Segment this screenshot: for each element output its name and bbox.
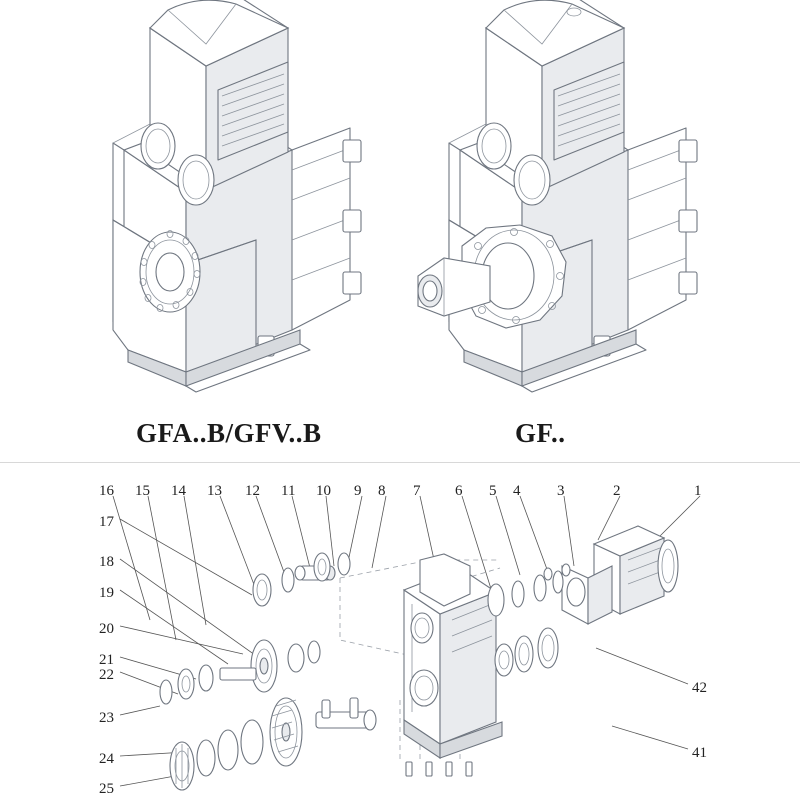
callout-number-20: 20 xyxy=(99,621,114,637)
callout-number-25: 25 xyxy=(99,781,114,797)
callout-number-1: 1 xyxy=(694,483,702,499)
part-shaft-mid xyxy=(160,640,320,704)
callout-number-2: 2 xyxy=(613,483,621,499)
exploded-view-group xyxy=(113,496,700,790)
callout-number-15: 15 xyxy=(135,483,150,499)
callout-number-16: 16 xyxy=(99,483,114,499)
unit-left-gfab xyxy=(113,0,361,392)
callout-number-4: 4 xyxy=(513,483,521,499)
part-motor-flange xyxy=(562,526,678,624)
callout-number-13: 13 xyxy=(207,483,222,499)
callout-number-12: 12 xyxy=(245,483,260,499)
callout-number-10: 10 xyxy=(316,483,331,499)
caption-left-model: GFA..B/GFV..B xyxy=(136,418,322,448)
callout-number-6: 6 xyxy=(455,483,463,499)
callout-number-41: 41 xyxy=(692,745,707,761)
callout-number-22: 22 xyxy=(99,667,114,683)
callout-number-3: 3 xyxy=(557,483,565,499)
caption-right-model: GF.. xyxy=(515,418,566,448)
callout-number-11: 11 xyxy=(281,483,296,499)
callout-number-18: 18 xyxy=(99,554,114,570)
section-divider xyxy=(0,462,800,463)
part-shaft-upper xyxy=(253,553,350,606)
callout-number-17: 17 xyxy=(99,514,114,530)
callout-number-7: 7 xyxy=(413,483,421,499)
unit-right-gf xyxy=(418,0,697,392)
callout-number-24: 24 xyxy=(99,751,114,767)
callout-number-5: 5 xyxy=(489,483,497,499)
part-gear-lower xyxy=(170,698,376,790)
callout-number-8: 8 xyxy=(378,483,386,499)
part-housing xyxy=(404,554,502,758)
part-ring-stack-right xyxy=(488,571,563,676)
callout-number-9: 9 xyxy=(354,483,362,499)
callout-number-14: 14 xyxy=(171,483,186,499)
callout-number-23: 23 xyxy=(99,710,114,726)
callout-number-21: 21 xyxy=(99,652,114,668)
callout-number-42: 42 xyxy=(692,680,707,696)
callout-number-19: 19 xyxy=(99,585,114,601)
